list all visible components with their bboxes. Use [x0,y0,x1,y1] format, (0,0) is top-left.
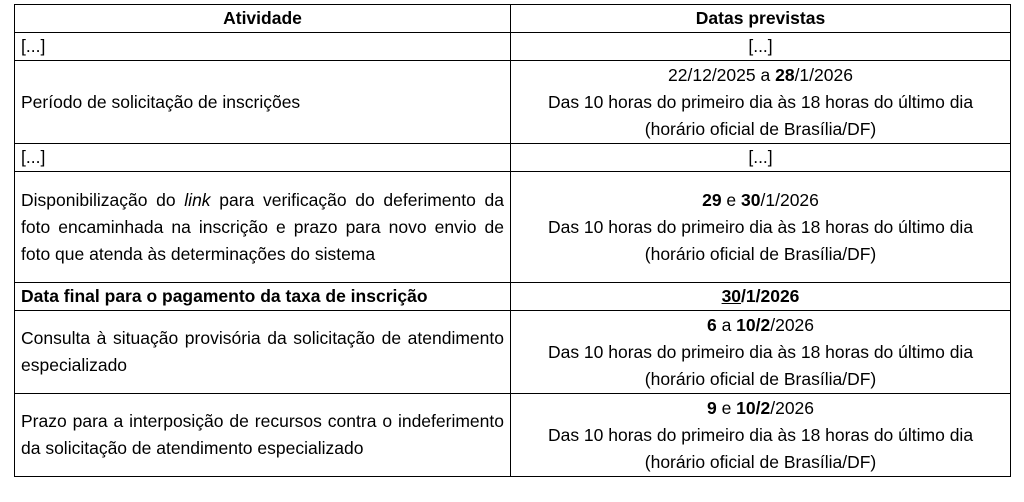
activity-cell: Período de solicitação de inscrições [15,61,511,144]
header-row [15,5,1011,33]
table-row [15,311,1011,394]
date-end-day: 28 [775,64,795,85]
hours-note: Das 10 horas do primeiro dia às 18 horas do último dia (horário oficial de Brasília/DF) [547,424,974,472]
date-end-rest: /2026 [770,314,815,335]
dates-cell [511,283,1011,311]
date-end-rest: /1/2026 [794,64,853,85]
date-end-day: 10/2 [736,314,771,335]
date-conj: e [721,189,742,210]
table-row [15,172,1011,283]
hours-note: Das 10 horas do primeiro dia às 18 horas do último dia (horário oficial de Brasília/DF) [547,91,974,139]
table-row [15,144,1011,172]
activity-cell: [...] [15,144,511,172]
date-start-day: 6 [706,314,717,335]
activity-text-1: Disponibilização do [21,189,185,210]
hours-note: Das 10 horas do primeiro dia às 18 horas do último dia (horário oficial de Brasília/DF) [547,216,974,264]
date-start-day: 29 [702,189,722,210]
header-activity: Atividade [15,5,511,33]
dates-cell [511,172,1011,283]
activity-cell [15,172,511,283]
date-end-day: 10/2 [736,397,771,418]
date-day: 30 [721,286,742,306]
dates-cell [511,311,1011,394]
hours-note: Das 10 horas do primeiro dia às 18 horas do último dia (horário oficial de Brasília/DF) [547,341,974,389]
table-row [15,394,1011,477]
activity-text-2: para verificação do deferimento da foto encaminhada na inscrição e prazo para novo envio de foto que atenda às determinações do sistema [21,189,509,264]
activity-cell: Data final para o pagamento da taxa de inscrição [15,283,511,311]
dates-cell: [...] [511,33,1011,61]
table-row [15,61,1011,144]
dates-cell [511,61,1011,144]
activity-cell: [...] [15,33,511,61]
schedule-table [14,4,1011,477]
date-end-rest: /1/2026 [760,189,819,210]
date-start-day: 9 [706,397,717,418]
activity-link-word: link [184,189,211,210]
activity-cell: Prazo para a interposição de recursos contra o indeferimento da solicitação de atendimento especializado [15,394,511,477]
date-start: 22/12/2025 [668,64,756,85]
activity-cell: Consulta à situação provisória da solicitação de atendimento especializado [15,311,511,394]
date-conj: a [755,64,776,85]
date-conj: a [716,314,737,335]
table-row [15,283,1011,311]
date-end-day: 30 [741,189,761,210]
date-conj: e [716,397,737,418]
dates-cell: [...] [511,144,1011,172]
header-dates: Datas previstas [511,5,1011,33]
date-end-rest: /2026 [770,397,815,418]
table-row [15,33,1011,61]
date-rest: /1/2026 [741,286,800,306]
dates-cell [511,394,1011,477]
